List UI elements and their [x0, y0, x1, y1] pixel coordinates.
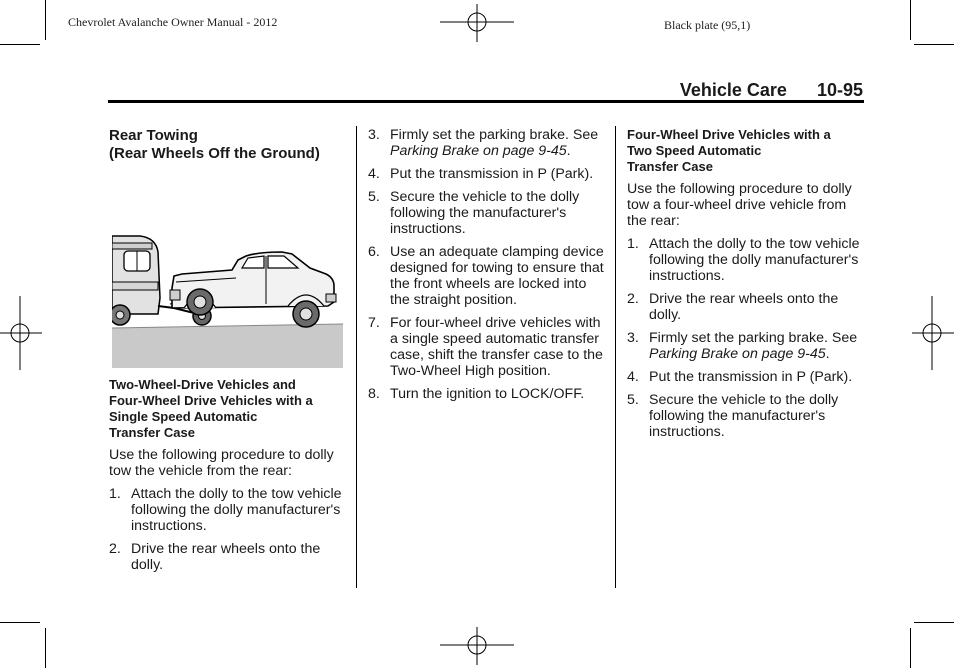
list-item: 4. Put the transmission in P (Park). — [627, 369, 853, 385]
crop-mark — [0, 44, 40, 45]
list-item: 7. For four-wheel drive vehicles with a single speed automatic transfer case, shift the transfer case to the Two-Wheel High position. — [368, 315, 603, 379]
column-right — [627, 127, 863, 440]
list-item: 6. Use an adequate clamping device designed for towing to ensure that the front wheels are locked into the straight position. — [368, 244, 604, 308]
crop-mark — [910, 0, 911, 40]
manual-title: Chevrolet Avalanche Owner Manual - 2012 — [68, 15, 278, 29]
registration-mark-icon — [440, 627, 514, 665]
list-item: 2. Drive the rear wheels onto the dolly. — [109, 541, 321, 573]
crop-mark — [910, 628, 911, 668]
list-item: 1. Attach the dolly to the tow vehicle following the dolly manufacturer's instructions. — [109, 486, 342, 534]
column-divider — [356, 126, 357, 588]
page-number: 10-95 — [816, 80, 863, 100]
crop-mark — [45, 628, 46, 668]
list-item: 1. Attach the dolly to the tow vehicle following the dolly manufacturer's instructions. — [627, 236, 860, 284]
section-title: Rear Towing (Rear Wheels Off the Ground) — [109, 127, 320, 162]
plate-label: Black plate (95,1) — [664, 18, 751, 32]
section-heading — [680, 80, 863, 101]
column-left-lower — [109, 377, 345, 573]
list-item: 5. Secure the vehicle to the dolly following the manufacturer's instructions. — [368, 189, 580, 237]
truck-on-dolly-image — [112, 186, 343, 368]
list-item: 4. Put the transmission in P (Park). — [368, 166, 594, 182]
cross-reference-link[interactable]: Parking Brake on page 9-45 — [649, 346, 826, 362]
intro-paragraph: Use the following procedure to dolly tow a four-wheel drive vehicle from the rear: — [627, 181, 852, 229]
column-middle — [368, 127, 604, 402]
intro-paragraph: Use the following procedure to dolly tow the vehicle from the rear: — [109, 447, 334, 479]
crop-mark — [914, 622, 954, 623]
registration-mark-icon — [912, 296, 954, 370]
list-item: 2. Drive the rear wheels onto the dolly. — [627, 291, 839, 323]
subsection-title: Two-Wheel-Drive Vehicles and Four-Wheel Drive Vehicles with a Single Speed Automatic Transfer Case — [109, 377, 313, 440]
crop-mark — [0, 622, 40, 623]
header-rule — [108, 100, 864, 103]
registration-mark-icon — [0, 296, 42, 370]
towing-illustration — [112, 186, 343, 368]
list-item: 5. Secure the vehicle to the dolly following the manufacturer's instructions. — [627, 392, 839, 440]
crop-mark — [914, 44, 954, 45]
section-name: Vehicle Care — [679, 80, 787, 100]
list-item: 3. Firmly set the parking brake. See Parking Brake on page 9-45. — [368, 127, 599, 159]
column-left — [109, 127, 345, 163]
column-divider — [615, 126, 616, 588]
cross-reference-link[interactable]: Parking Brake on page 9-45 — [390, 143, 567, 159]
registration-mark-icon — [440, 4, 514, 42]
list-item: 8. Turn the ignition to LOCK/OFF. — [368, 386, 585, 402]
list-item: 3. Firmly set the parking brake. See Parking Brake on page 9-45. — [627, 330, 858, 362]
subsection-title: Four-Wheel Drive Vehicles with a Two Speed Automatic Transfer Case — [627, 127, 831, 174]
crop-mark — [45, 0, 46, 40]
